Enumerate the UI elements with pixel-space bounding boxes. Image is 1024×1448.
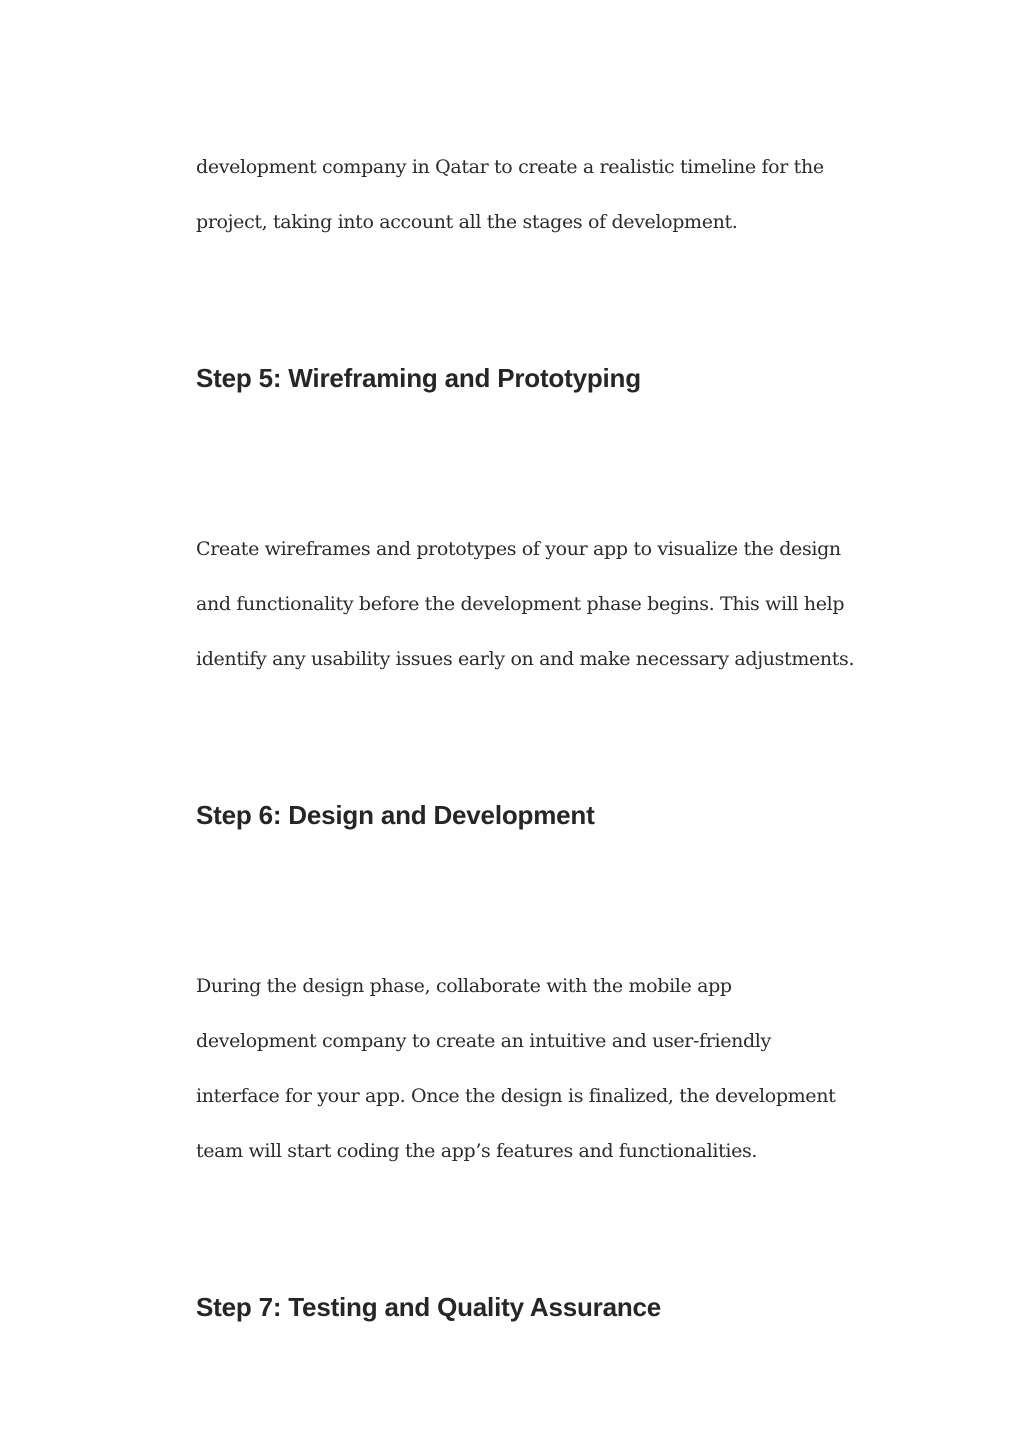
paragraph-line: Create wireframes and prototypes of your app to visualize the design [196,538,841,560]
step-5-heading: Step 5: Wireframing and Prototyping [196,363,641,393]
paragraph-line: team will start coding the app’s features and functionalities. [196,1140,758,1162]
paragraph-line: interface for your app. Once the design is finalized, the development [196,1085,836,1107]
paragraph-line: development company to create an intuitive and user-friendly [196,1030,771,1052]
step-7-heading: Step 7: Testing and Quality Assurance [196,1292,662,1322]
step-6-heading: Step 6: Design and Development [196,800,595,830]
paragraph-line: During the design phase, collaborate with the mobile app [196,975,732,997]
paragraph-line: and functionality before the development phase begins. This will help [196,593,845,615]
paragraph-line: identify any usability issues early on and make necessary adjustments. [196,648,855,670]
paragraph-line: project, taking into account all the stages of development. [196,211,738,233]
paragraph-line: development company in Qatar to create a realistic timeline for the [196,156,824,178]
